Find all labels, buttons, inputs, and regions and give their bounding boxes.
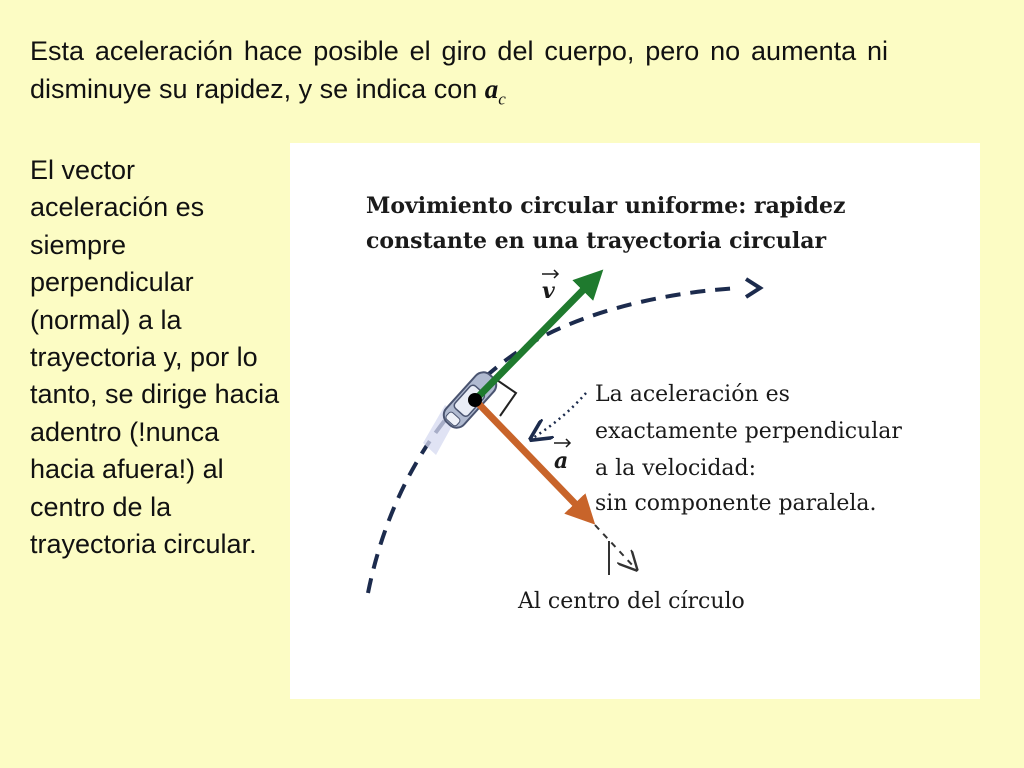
intro-text: Esta aceleración hace posible el giro del cuerpo, pero no aumenta ni disminuye su rapidez, y se indica con bbox=[30, 36, 888, 104]
right-angle-marker bbox=[494, 378, 516, 416]
center-direction-line bbox=[595, 525, 635, 568]
intro-paragraph bbox=[30, 32, 888, 118]
path-direction-arrowhead bbox=[746, 279, 760, 297]
velocity-label-arrow bbox=[542, 270, 558, 278]
figure-title-line-2: constante en una trayectoria circular bbox=[366, 228, 827, 254]
note-line-4: sin componente paralela. bbox=[595, 491, 877, 516]
acceleration-vector bbox=[475, 400, 585, 514]
car-center-point bbox=[468, 393, 482, 407]
velocity-label: v bbox=[542, 278, 555, 304]
figure-title-line-1: Movimiento circular uniforme: rapidez bbox=[366, 193, 846, 219]
center-label: Al centro del círculo bbox=[518, 589, 745, 614]
acceleration-label-arrow bbox=[554, 439, 570, 447]
acceleration-label: a bbox=[554, 448, 569, 474]
note-line-3: a la velocidad: bbox=[595, 456, 757, 481]
note-pointer-arrow bbox=[533, 393, 586, 438]
circular-motion-figure bbox=[290, 143, 980, 699]
side-explanation: El vector aceleración es siempre perpendicular (normal) a la trayectoria y, por lo tanto, se dirige hacia adentro (!nunca hacia afuera!) al centro de la trayectoria circular. bbox=[30, 155, 280, 560]
note-line-2: exactamente perpendicular bbox=[595, 419, 902, 444]
velocity-vector bbox=[475, 280, 593, 400]
note-line-1: La aceleración es bbox=[595, 382, 790, 407]
acceleration-symbol: $a_c$ bbox=[484, 74, 506, 109]
